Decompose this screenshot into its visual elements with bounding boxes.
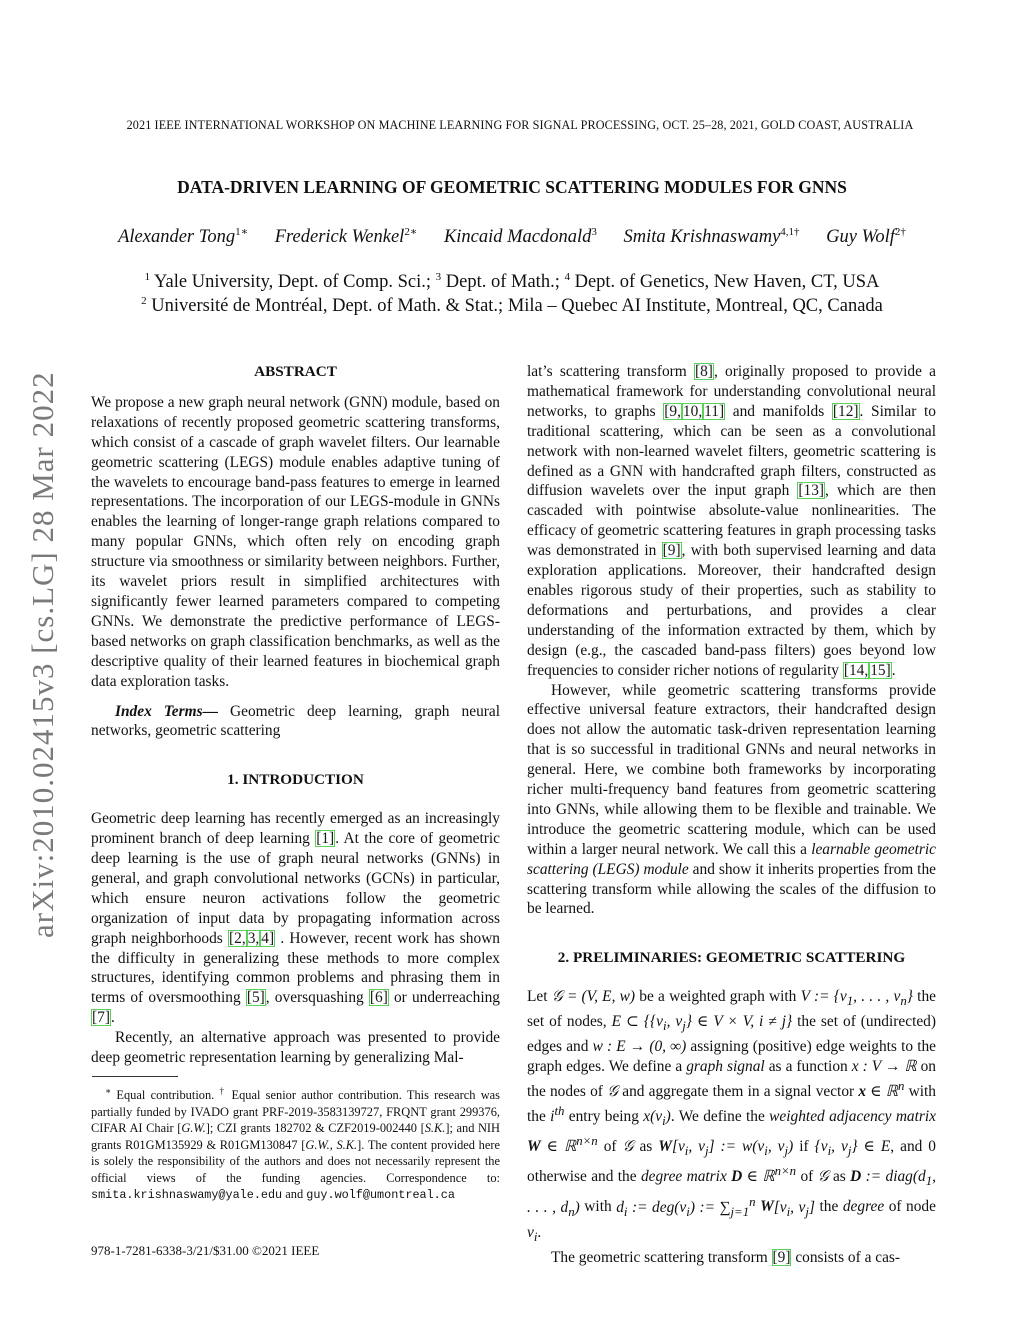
- author: Frederick Wenkel$^{2∗}$: [274, 226, 418, 248]
- right-paragraph-1: lat’s scattering transform [8], originally proposed to provide a mathematical framework for understanding convolutional neural networks, to graphs [9, 10, 11] and manifolds [12]. Similar to traditional scattering, which can be seen as a convolutional network with non-learned wavelet filters, geometric scattering is defined as a GNN with handcrafted graph filters, constructed as diffusion wavelets over the input graph [13], which are then cascaded with pointwise absolute-value nonlinearities. The efficacy of geometric scattering features in graph processing tasks was demonstrated in [9], with both supervised learning and data exploration applications. Moreover, their handcrafted design enables rigorous study of their properties, such as stability to deformations and perturbations, and provides a clear understanding of the information extracted by them, which by design (e.g., the cascaded band-pass filters) goes beyond low frequencies to consider richer notions of regularity [14, 15].: [527, 363, 936, 679]
- author: Kincaid Macdonald$^3$: [443, 226, 597, 248]
- arxiv-identifier[interactable]: arXiv:2010.02415v3 [cs.LG] 28 Mar 2022: [25, 371, 60, 938]
- citation-link[interactable]: [12]: [832, 402, 859, 420]
- index-terms: Index Terms— Geometric deep learning, graph neural networks, geometric scattering: [91, 702, 500, 740]
- footnote: ∗ Equal contribution. † Equal senior author contribution. This research was partially funded by IVADO grant PRF-2019-3583139727, FRQNT grant 299376, CIFAR AI Chair [G.W.]; CZI grants 182702 & CZF2019-002440 [S.K.]; and NIH grants R01GM135929 & R01GM130847 [G.W., S.K.]. The content provided here is solely the responsibility of the authors and does not necessarily represent the official views of the funding agencies. Correspondence to: smita.krishnaswamy@yale.edu and guy.wolf@umontreal.ca: [91, 1086, 500, 1203]
- citation-link[interactable]: [6]: [369, 989, 388, 1007]
- citation-link[interactable]: [9]: [662, 542, 681, 560]
- intro-paragraph-2: Recently, an alternative approach was presented to provide deep geometric representation learning by generalizing Mal-: [91, 1029, 500, 1067]
- conference-header: 2021 IEEE INTERNATIONAL WORKSHOP ON MACHINE LEARNING FOR SIGNAL PROCESSING, OCT. 25–28, 2021, GOLD COAST, AUSTRALIA: [126, 118, 914, 132]
- intro-paragraph-1: Geometric deep learning has recently emerged as an increasingly prominent branch of deep learning [1]. At the core of geometric deep learning is the use of graph neural networks (GNNs) in general, and graph convolutional networks (GCNs) in particular, which ensure neuron activations follow the geometric organization of input data by propagating information across graph neighborhoods [2, 3, 4] . However, recent work has shown the difficulty in generalizing these methods to more complex structures, identifying common problems and phrasing them in terms of oversmoothing [5], oversquashing [6] or underreaching [7].: [91, 810, 501, 1027]
- right-paragraph-4: The geometric scattering transform [9] consists of a cas-: [551, 1248, 901, 1266]
- citation-link[interactable]: [7]: [92, 1009, 110, 1027]
- email-link[interactable]: smita.krishnaswamy@yale.edu: [91, 1188, 283, 1203]
- right-paragraph-2: However, while geometric scattering transforms provide effective universal feature extractors, their handcrafted design does not allow the automatic task-driven representation learning that is so successful in traditional GNNs and neural networks in general. Here, we combine both frameworks by incorporating richer multi-frequency band features from geometric scattering into GNNs, while allowing them to be flexible and trainable. We introduce the geometric scattering module, which can be used within a larger neural network. We call this a learnable geometric scattering (LEGS) module and show it inherits properties from the scattering transform while allowing the scales of the diffusion to be learned.: [527, 681, 936, 918]
- preliminaries-heading: 2. PRELIMINARIES: GEOMETRIC SCATTERING: [557, 949, 906, 967]
- citation-link[interactable]: 11]: [704, 402, 725, 420]
- copyright-notice: 978-1-7281-6338-3/21/$31.00 ©2021 IEEE: [91, 1243, 320, 1258]
- author: Smita Krishnaswamy$^{4,1\dagger}$: [623, 226, 800, 248]
- author: Alexander Tong$^{1∗}$: [118, 226, 249, 248]
- abstract-heading: ABSTRACT: [254, 363, 337, 380]
- citation-link[interactable]: [9,: [664, 402, 681, 420]
- affiliation-line-1: $^1$ Yale University, Dept. of Comp. Sci.; $^3$ Dept. of Math.; $^4$ Dept. of Genetics, New Haven, CT, USA: [144, 271, 880, 293]
- citation-link[interactable]: [8]: [694, 363, 713, 380]
- affiliation-line-2: $^2$ Université de Montréal, Dept. of Math. & Stat.; Mila – Quebec AI Institute, Montreal, QC, Canada: [141, 295, 883, 317]
- right-column: [527, 362, 936, 1267]
- abstract-text: We propose a new graph neural network (GNN) module, based on relaxations of recently proposed geometric scattering transforms, which consist of a cascade of graph wavelet filters. Our learnable geometric scattering (LEGS) module enables adaptive tuning of the wavelets to encourage band-pass features to emerge in learned representations. The incorporation of our LEGS-module in GNNs enables the learning of longer-range graph relations compared to many popular GNNs, which often rely on encoding graph structure via smoothness or similarity between neighbors. Further, its wavelet priors result in simplified architectures with significantly fewer learned parameters compared to competing GNNs. We demonstrate the predictive performance of LEGS-based networks on graph classification benchmarks, as well as the descriptive quality of their learned features in biochemical graph data exploration tasks.: [91, 393, 500, 690]
- citation-link[interactable]: [1]: [316, 830, 335, 848]
- left-column: [91, 362, 500, 1068]
- citation-link[interactable]: 4]: [261, 929, 275, 947]
- preliminaries-paragraph: Let 𝒢 = (V, E, w) be a weighted graph with V := {$v_1$, . . . , $v_n$} the set of nodes, E ⊂ {{$v_i$, $v_j$} ∈ V × V, i ≠ j} the set of (undirected) edges and w : E → (0, ∞) assigning (positive) edge weights to the graph edges. We define a graph signal as a function x : V → ℝ on the nodes of 𝒢 and aggregate them in a signal vector x ∈ ℝ$^n$ with the $i^{th}$ entry being $x(v_i)$. We define the weighted adjacency matrix W ∈ ℝ$^{n\times n}$ of 𝒢 as $W[v_i$, $v_j$] := $w(v_i$, $v_j$) if {$v_i$, $v_j$} ∈ E, and 0 otherwise and the degree matrix D ∈ ℝ$^{n\times n}$ of 𝒢 as D := $diag(d_1$, . . . , $d_n$) with $d_i$ := $deg(v_i)$ := $\sum_{j=1}^n$ $W[v_i$, $v_j$] the degree of node $v_i$.: [527, 988, 937, 1244]
- citation-link[interactable]: [14,: [843, 661, 869, 679]
- citation-link[interactable]: 3,: [247, 929, 260, 947]
- introduction-heading: 1. INTRODUCTION: [227, 771, 364, 789]
- email-link[interactable]: guy.wolf@umontreal.ca: [306, 1188, 455, 1203]
- citation-link[interactable]: [5]: [246, 989, 265, 1007]
- footnote-divider: [92, 1076, 178, 1077]
- citation-link[interactable]: [13]: [798, 482, 825, 500]
- citation-link[interactable]: [2,: [229, 929, 246, 947]
- author: Guy Wolf$^{2\dagger}$: [826, 226, 906, 248]
- citation-link[interactable]: 10,: [682, 402, 703, 420]
- citation-link[interactable]: [9]: [772, 1248, 791, 1266]
- paper-title: DATA-DRIVEN LEARNING OF GEOMETRIC SCATTERING MODULES FOR GNNS: [177, 177, 847, 197]
- author-list: [60, 225, 964, 248]
- citation-link[interactable]: 15]: [870, 661, 891, 679]
